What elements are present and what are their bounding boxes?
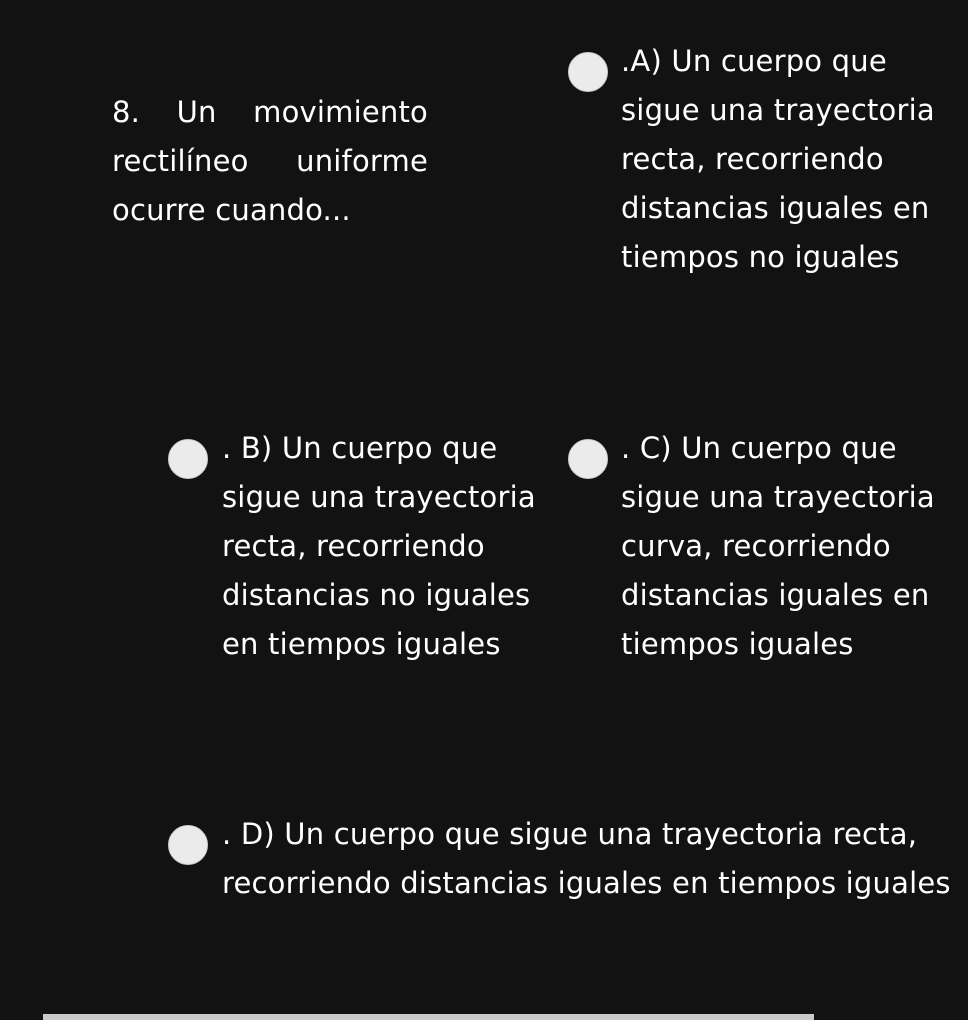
option-d-radio-button[interactable] — [168, 825, 208, 865]
option-c-radio-button[interactable] — [568, 439, 608, 479]
bottom-scroll-bar[interactable] — [43, 1014, 814, 1020]
option-b-label: . B) Un cuerpo que sigue una trayectoria recta, recorriendo distancias no iguales en tiempos iguales — [222, 431, 536, 661]
option-a-label: .A) Un cuerpo que sigue una trayectoria recta, recorriendo distancias iguales en tiempos no iguales — [621, 44, 935, 274]
option-d-label: . D) Un cuerpo que sigue una trayectoria recta, recorriendo distancias iguales en tiempos iguales — [222, 817, 951, 900]
option-b-radio-button[interactable] — [168, 439, 208, 479]
question-text: 8. Un movimiento rectilíneo uniforme ocurre cuando... — [112, 95, 428, 227]
option-c-label: . C) Un cuerpo que sigue una trayectoria curva, recorriendo distancias iguales en tiempos iguales — [621, 431, 935, 661]
option-a-radio-button[interactable] — [568, 52, 608, 92]
